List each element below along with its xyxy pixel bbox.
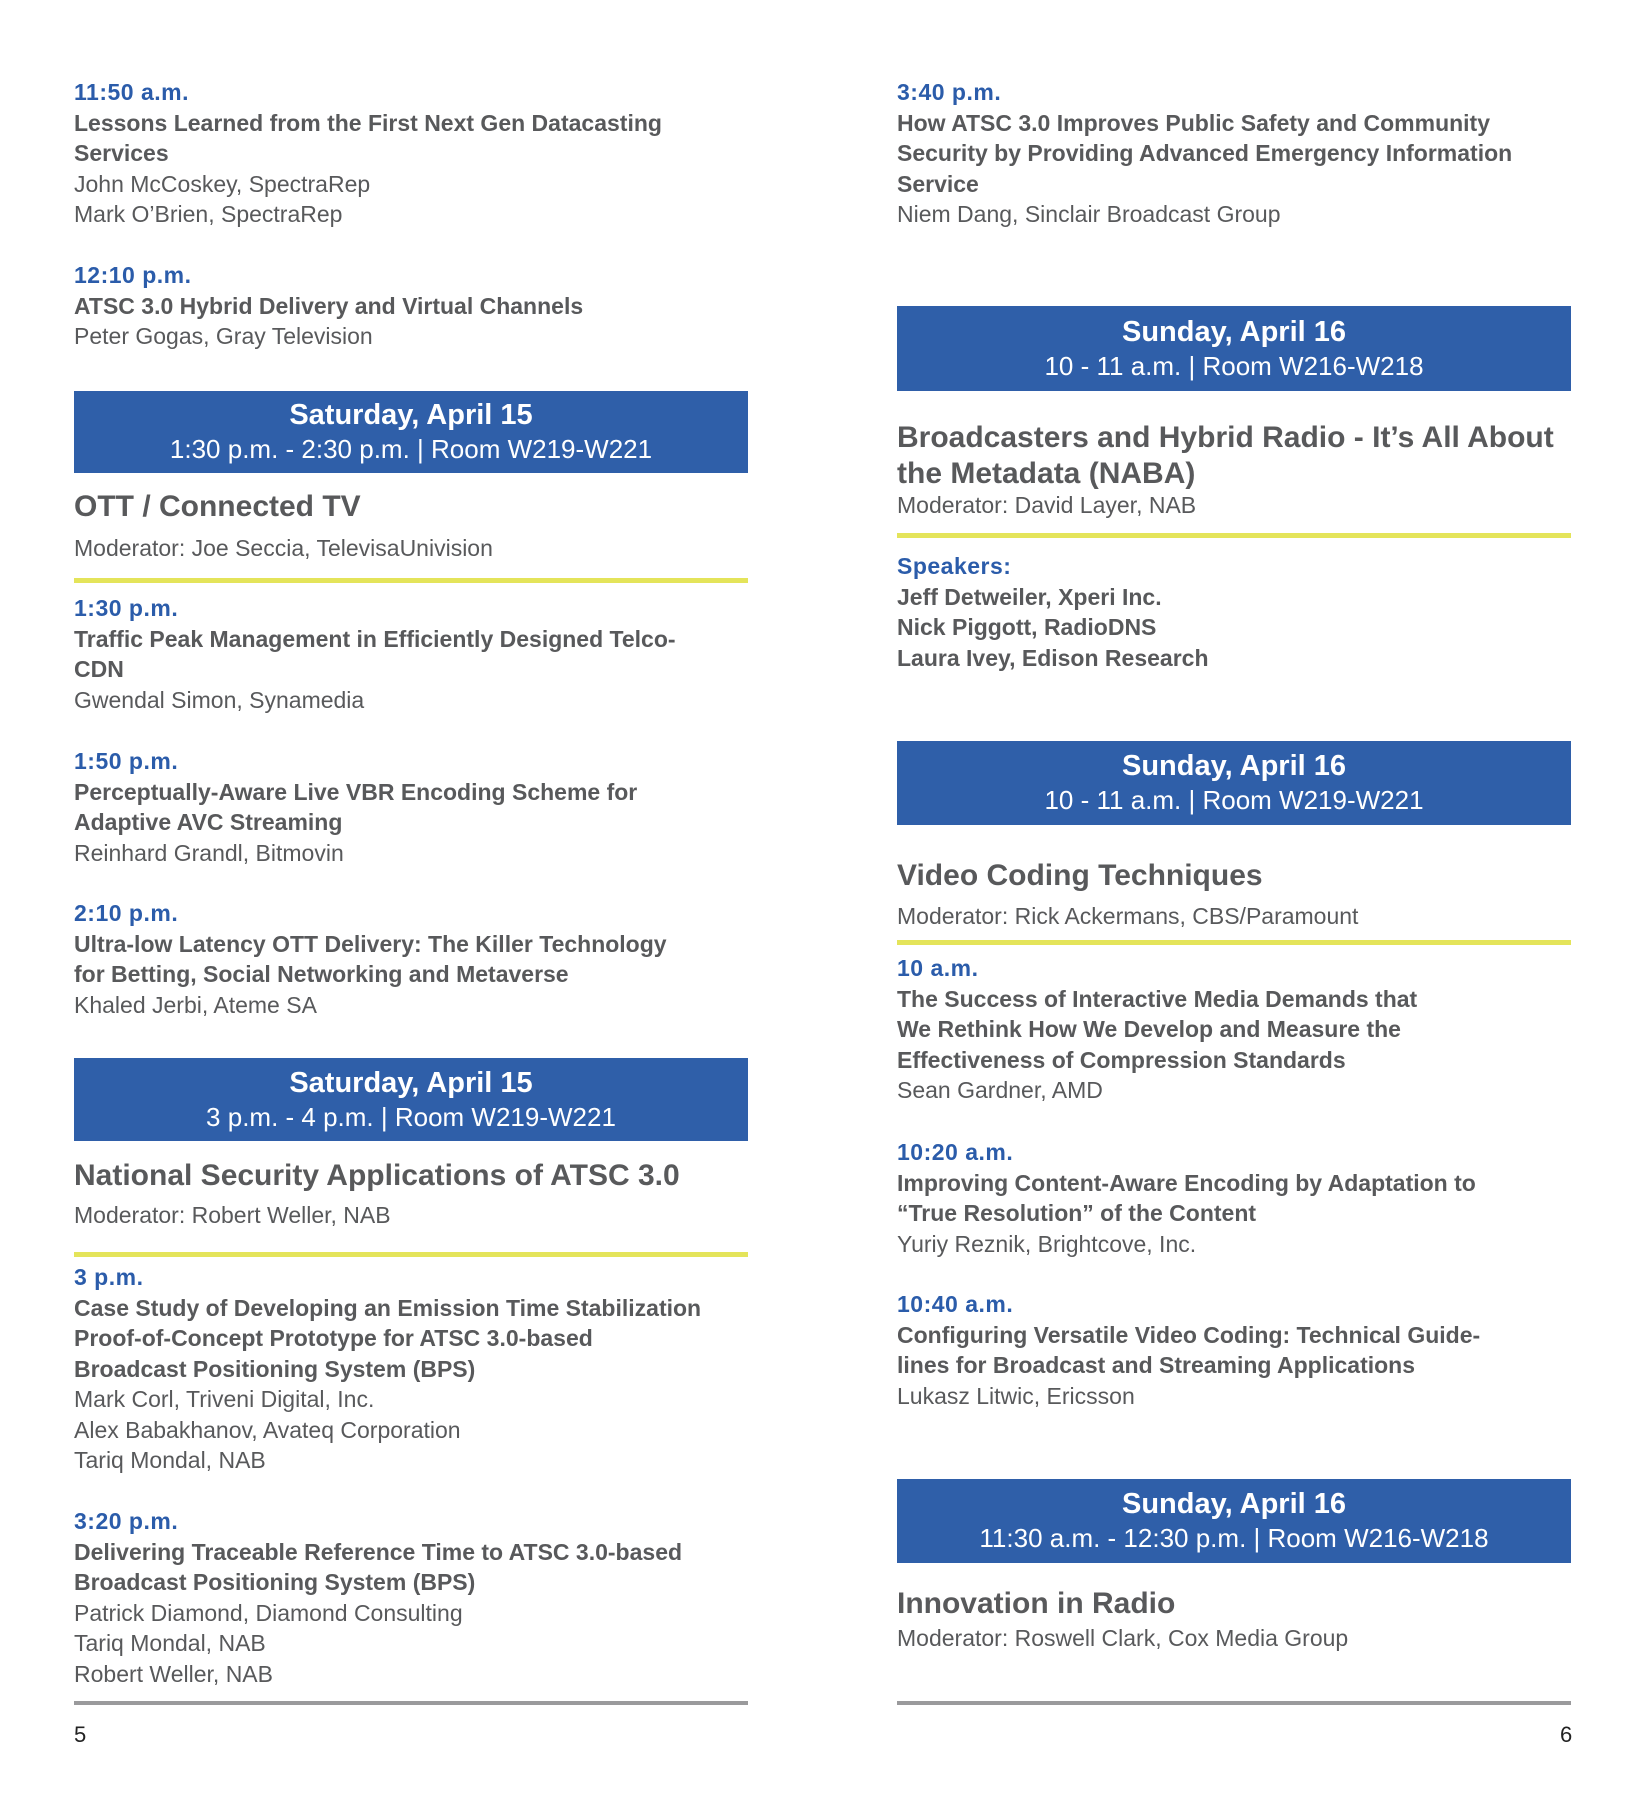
session-speaker: Sean Gardner, AMD [897,1077,1103,1103]
session-title: Service [897,170,979,197]
moderator: Moderator: David Layer, NAB [897,492,1197,518]
banner-day: Sunday, April 16 [1122,1488,1346,1520]
session-time: 3:40 p.m. [897,79,1002,105]
session-title: The Success of Interactive Media Demands that [897,985,1418,1012]
session-time: 1:30 p.m. [74,595,179,621]
banner-day: Saturday, April 15 [289,1066,533,1099]
date-banner [897,1479,1571,1563]
session-speaker: John McCoskey, SpectraRep [74,170,371,197]
session-time: 10:20 a.m. [897,1139,1014,1165]
speaker-name: Laura Ivey, Edison Research [897,644,1209,671]
banner-day: Sunday, April 16 [1122,750,1346,782]
session-speaker: Mark O’Brien, SpectraRep [74,201,343,227]
track-heading [897,420,1554,492]
divider-yellow [74,1252,748,1257]
session-title: Improving Content-Aware Encoding by Adaptation to [897,1169,1476,1196]
moderator: Moderator: Joe Seccia, TelevisaUnivision [74,535,493,561]
session-item [74,898,774,1020]
banner-day: Saturday, April 15 [289,399,533,431]
session-item [74,1506,774,1689]
banner-time-room: 1:30 p.m. - 2:30 p.m. | Room W219-W221 [169,434,653,464]
session-item [74,746,774,868]
speaker-name: Jeff Detweiler, Xperi Inc. [897,583,1162,610]
session-time: 11:50 a.m. [74,79,189,105]
moderator: Moderator: Roswell Clark, Cox Media Group [897,1625,1349,1651]
session-time: 1:50 p.m. [74,748,179,774]
session-speaker: Peter Gogas, Gray Television [74,323,373,349]
session-time: 2:10 p.m. [74,900,179,926]
session-time: 10:40 a.m. [897,1291,1014,1317]
track-heading: OTT / Connected TV [74,490,361,523]
session-speaker: Khaled Jerbi, Ateme SA [74,991,317,1018]
banner-time-room: 11:30 a.m. - 12:30 p.m. | Room W216-W218 [979,1523,1489,1553]
divider-gray [74,1701,748,1705]
session-speaker: Lukasz Litwic, Ericsson [897,1382,1135,1409]
session-title: ATSC 3.0 Hybrid Delivery and Virtual Channels [74,292,584,319]
session-title: How ATSC 3.0 Improves Public Safety and Community [897,109,1491,136]
track-heading: National Security Applications of ATSC 3.0 [74,1159,680,1192]
session-item [897,1137,1597,1259]
moderator: Moderator: Rick Ackermans, CBS/Paramount [897,903,1359,929]
session-speaker: Mark Corl, Triveni Digital, Inc. [74,1386,375,1412]
date-banner [74,391,748,473]
session-title: Broadcast Positioning System (BPS) [74,1569,476,1595]
session-item [74,260,774,352]
session-title: Configuring Versatile Video Coding: Technical Guide- [897,1321,1481,1348]
session-speaker: Gwendal Simon, Synamedia [74,686,365,713]
speakers-label: Speakers: [897,553,1012,579]
divider-yellow [74,578,748,583]
session-title: Traffic Peak Management in Efficiently Designed Telco- [74,625,676,652]
track-heading-line: the Metadata (NABA) [897,457,1196,490]
session-speaker: Yuriy Reznik, Brightcove, Inc. [897,1230,1197,1257]
session-speaker: Tariq Mondal, NAB [74,1447,266,1473]
banner-time-room: 10 - 11 a.m. | Room W219-W221 [1044,785,1424,815]
session-title: We Rethink How We Develop and Measure the [897,1016,1401,1042]
session-title: Delivering Traceable Reference Time to ATSC 3.0-based [74,1538,683,1565]
session-title: Services [74,140,169,166]
session-item [897,77,1597,230]
speakers-block [897,551,1209,673]
session-title: “True Resolution” of the Content [897,1200,1257,1226]
date-banner [897,306,1571,391]
session-speaker: Tariq Mondal, NAB [74,1630,266,1656]
page-number: 6 [1560,1722,1573,1747]
date-banner [74,1058,748,1141]
session-item [74,1262,774,1476]
session-item [74,77,774,230]
session-speaker: Alex Babakhanov, Avateq Corporation [74,1416,461,1443]
session-item [897,953,1597,1106]
session-title: Ultra-low Latency OTT Delivery: The Killer Technology [74,930,667,957]
session-title: Security by Providing Advanced Emergency Information [897,140,1513,166]
session-title: Broadcast Positioning System (BPS) [74,1355,476,1382]
session-title: Effectiveness of Compression Standards [897,1046,1346,1073]
session-title: Proof-of-Concept Prototype for ATSC 3.0-based [74,1325,593,1351]
track-heading: Video Coding Techniques [897,859,1263,892]
track-heading-line: Broadcasters and Hybrid Radio - It’s All About [897,421,1554,454]
session-speaker: Patrick Diamond, Diamond Consulting [74,1599,463,1626]
session-title: Lessons Learned from the First Next Gen Datacasting [74,109,662,136]
page-number: 5 [74,1722,87,1747]
session-speaker: Robert Weller, NAB [74,1660,273,1687]
session-time: 10 a.m. [897,955,979,981]
divider-gray [897,1701,1571,1705]
session-speaker: Niem Dang, Sinclair Broadcast Group [897,201,1281,227]
divider-yellow [897,533,1571,538]
banner-day: Sunday, April 16 [1122,315,1346,348]
banner-time-room: 10 - 11 a.m. | Room W216-W218 [1044,350,1424,381]
moderator: Moderator: Robert Weller, NAB [74,1202,391,1228]
session-title: Perceptually-Aware Live VBR Encoding Scheme for [74,778,638,805]
session-title: CDN [74,656,124,682]
banner-time-room: 3 p.m. - 4 p.m. | Room W219-W221 [206,1101,616,1132]
session-item [897,1289,1597,1411]
speaker-name: Nick Piggott, RadioDNS [897,614,1157,640]
session-title: Adaptive AVC Streaming [74,809,343,835]
session-title: Case Study of Developing an Emission Time Stabilization [74,1294,702,1321]
date-banner [897,741,1571,825]
session-title: for Betting, Social Networking and Metaverse [74,961,569,987]
session-title: lines for Broadcast and Streaming Applications [897,1352,1416,1378]
session-item [74,593,774,715]
session-time: 3 p.m. [74,1264,144,1290]
divider-yellow [897,940,1571,945]
session-time: 12:10 p.m. [74,262,192,288]
session-time: 3:20 p.m. [74,1508,179,1534]
track-heading: Innovation in Radio [897,1587,1176,1620]
session-speaker: Reinhard Grandl, Bitmovin [74,839,344,866]
